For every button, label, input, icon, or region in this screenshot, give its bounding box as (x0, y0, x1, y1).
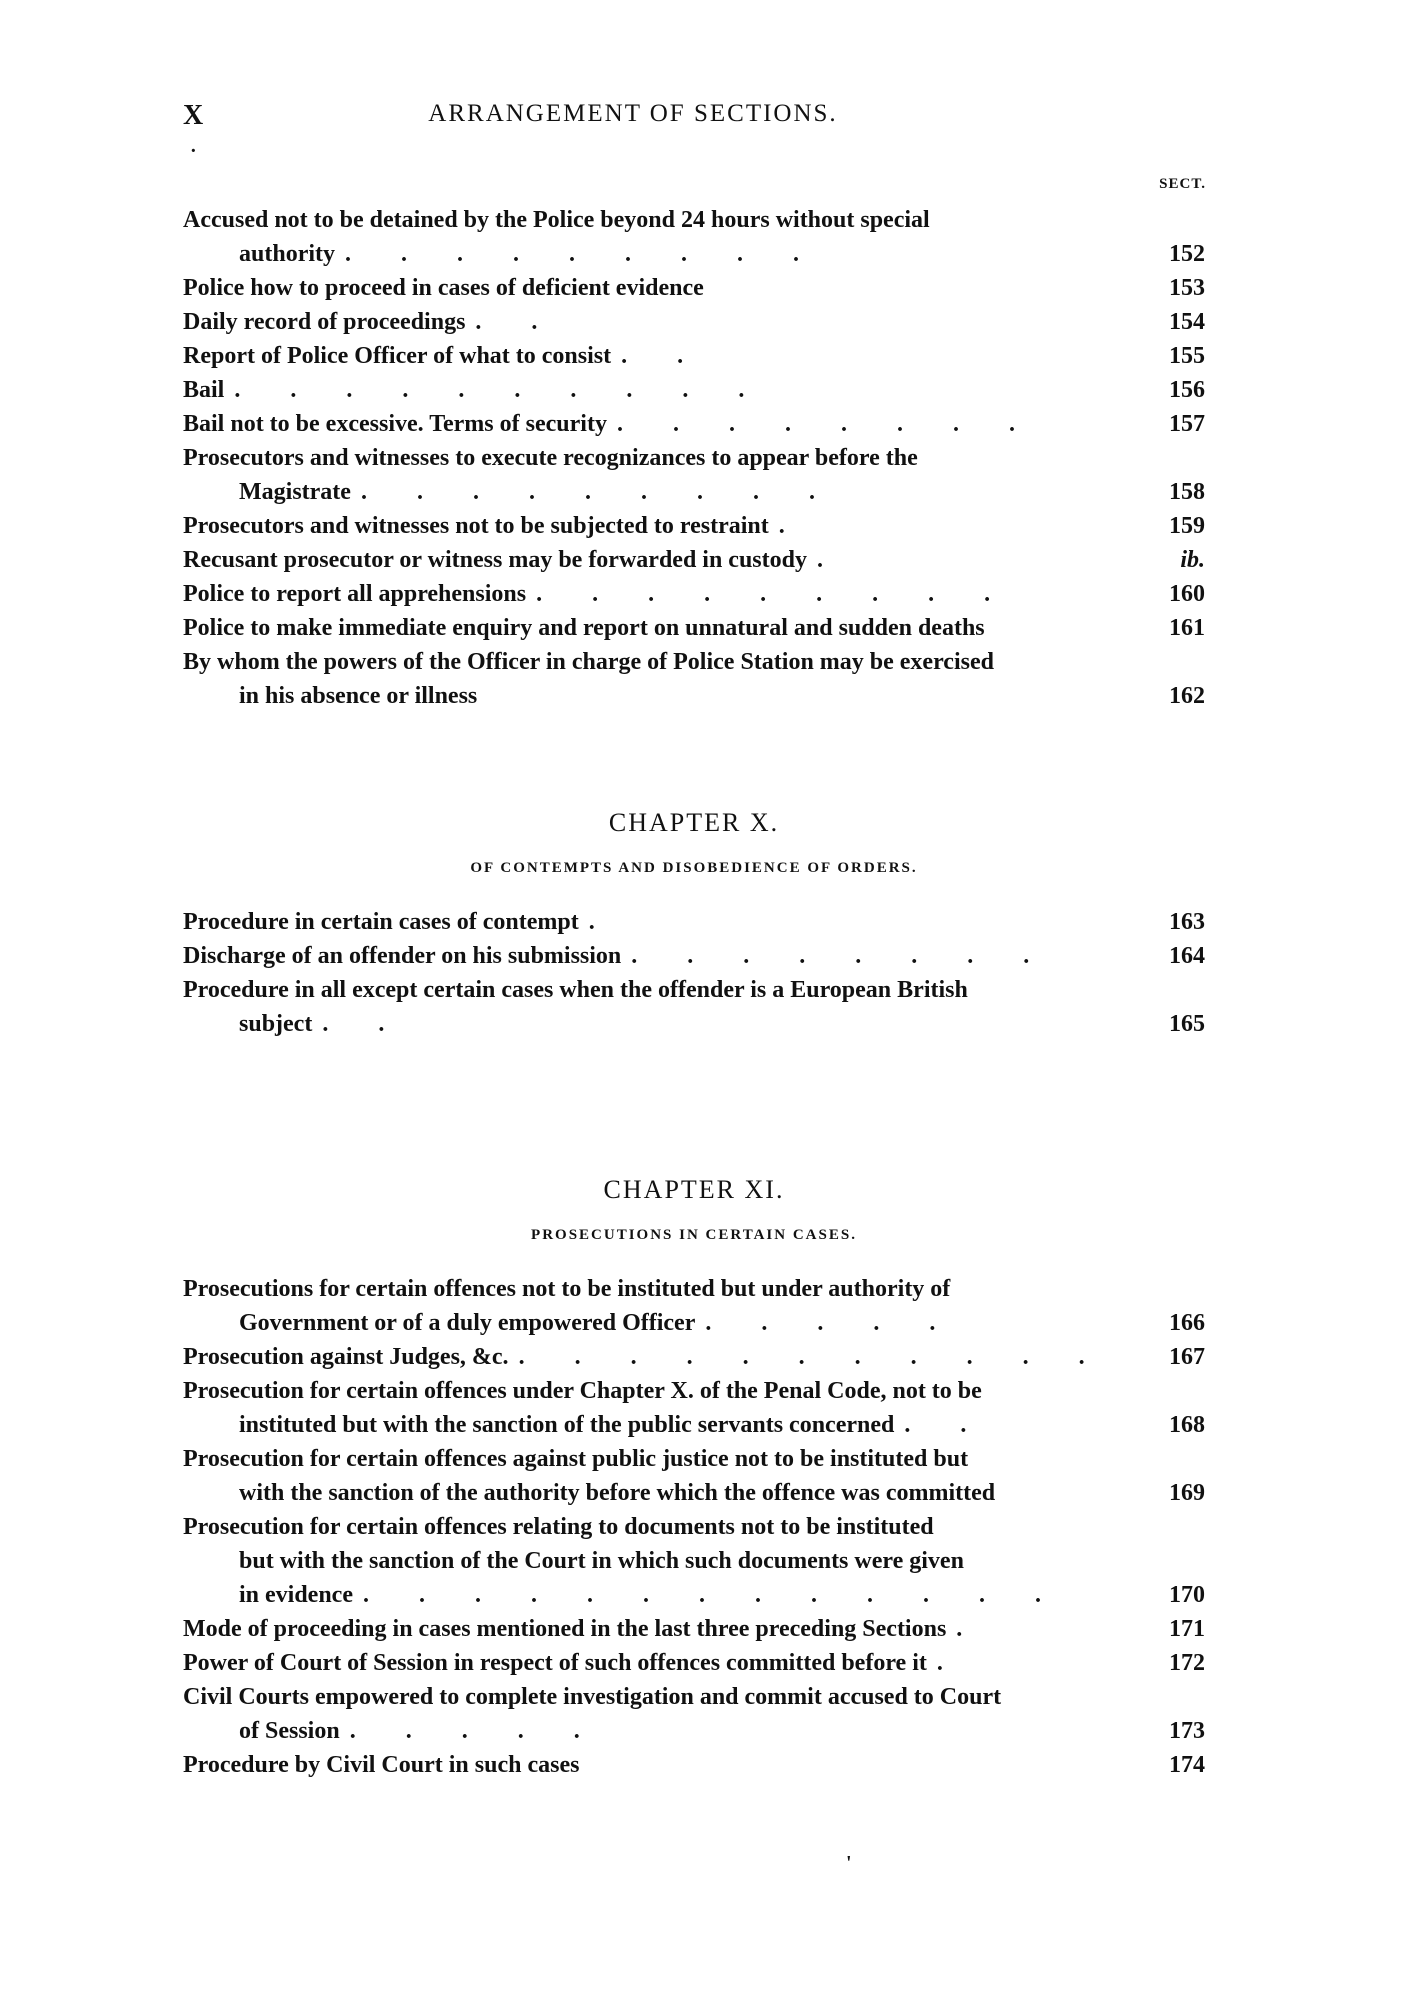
toc-entry-text: but with the sanction of the Court in which such documents were given (239, 1548, 964, 1574)
section-number: 152 (1169, 241, 1205, 267)
chapter-xi-section (183, 1175, 1205, 1782)
toc-entry (183, 1442, 1205, 1510)
toc-entry (183, 1374, 1205, 1442)
section-number: 166 (1169, 1310, 1205, 1336)
toc-entry-text: Prosecutors and witnesses not to be subjected to restraint . (183, 513, 807, 539)
toc-entry-text: Discharge of an offender on his submission . . . . . . . . (183, 943, 1052, 969)
dot-leader: . . . . . (349, 1718, 602, 1744)
toc-entry (183, 645, 1205, 713)
toc-entry-text: Police to report all apprehensions . . . . . . . . . (183, 581, 1013, 607)
dot-leader: . . (475, 309, 560, 335)
toc-entry-text: Prosecution for certain offences against public justice not to be instituted but (183, 1446, 969, 1472)
intro-entries-list (183, 203, 1205, 713)
chapter-xi-subtitle: PROSECUTIONS IN CERTAIN CASES. (531, 1227, 857, 1243)
dot-leader: . . (621, 343, 706, 369)
toc-entry-text: Government or of a duly empowered Officer . . . . . (239, 1310, 958, 1336)
dot-leader: . . . . . . . . . (536, 581, 1013, 607)
toc-entry (183, 1272, 1205, 1340)
dot-leader: . . . . . . . . (631, 943, 1052, 969)
toc-entry-text: Bail not to be excessive. Terms of security . . . . . . . . (183, 411, 1037, 437)
toc-entry-text: instituted but with the sanction of the public servants concerned . . (239, 1412, 989, 1438)
toc-entry-text: in evidence . . . . . . . . . . . . . (239, 1582, 1063, 1608)
toc-entry-text: Procedure in certain cases of contempt . (183, 909, 617, 935)
toc-entry (183, 203, 1205, 271)
section-number: 170 (1169, 1582, 1205, 1608)
toc-entry-text: Procedure by Civil Court in such cases (183, 1752, 580, 1778)
section-number: 162 (1169, 683, 1205, 709)
toc-entry-text: Prosecution for certain offences relating to documents not to be instituted (183, 1514, 934, 1540)
toc-entry-text: Recusant prosecutor or witness may be forwarded in custody . (183, 547, 845, 573)
toc-entry (183, 271, 1205, 305)
toc-entry-text: Police how to proceed in cases of deficient evidence (183, 275, 704, 301)
toc-entry (183, 441, 1205, 509)
toc-entry (183, 407, 1205, 441)
toc-entry (183, 1680, 1205, 1748)
dot-leader: . (778, 513, 807, 539)
toc-entry-text: Bail . . . . . . . . . . (183, 377, 767, 403)
toc-entry (183, 1340, 1205, 1374)
chapter-xi-entries-list (183, 1272, 1205, 1782)
chapter-x-entries-list (183, 905, 1205, 1041)
dot-leader: . . . . . . . . . . . (518, 1344, 1107, 1370)
toc-entry (183, 905, 1205, 939)
toc-entry-text: Report of Police Officer of what to consist . . (183, 343, 706, 369)
toc-entry-text: Power of Court of Session in respect of such offences committed before it . (183, 1650, 965, 1676)
section-number: 169 (1169, 1480, 1205, 1506)
toc-entry-text: Prosecution for certain offences under Chapter X. of the Penal Code, not to be (183, 1378, 982, 1404)
running-header (183, 100, 1203, 140)
section-number: 168 (1169, 1412, 1205, 1438)
dot-leader: . . . . . (705, 1310, 958, 1336)
toc-entry-text: By whom the powers of the Officer in charge of Police Station may be exercised (183, 649, 994, 675)
dot-leader: . (956, 1616, 985, 1642)
chapter-xi-title: CHAPTER XI. (603, 1175, 785, 1204)
section-number: 161 (1169, 615, 1205, 641)
section-number: 167 (1169, 1344, 1205, 1370)
dot-leader: . (936, 1650, 965, 1676)
toc-entry-text: Prosecutors and witnesses to execute recognizances to appear before the (183, 445, 918, 471)
toc-entry-text: Magistrate . . . . . . . . . (239, 479, 837, 505)
dot-leader: . . . . . . . . . (360, 479, 837, 505)
toc-entry (183, 1748, 1205, 1782)
toc-entry (183, 543, 1205, 577)
toc-entry (183, 1646, 1205, 1680)
section-number: 163 (1169, 909, 1205, 935)
section-number: 158 (1169, 479, 1205, 505)
toc-entry (183, 577, 1205, 611)
section-number: 165 (1169, 1011, 1205, 1037)
toc-entry (183, 339, 1205, 373)
toc-entry (183, 1510, 1205, 1612)
toc-entry (183, 509, 1205, 543)
dot-leader: . . (904, 1412, 989, 1438)
page-title: ARRANGEMENT OF SECTIONS. (428, 100, 838, 127)
print-speck: ' (846, 1852, 852, 1874)
toc-entry-text: Mode of proceeding in cases mentioned in the last three preceding Sections . (183, 1616, 985, 1642)
section-number: 155 (1169, 343, 1205, 369)
chapter-x-section (183, 808, 1205, 1041)
toc-entry (183, 373, 1205, 407)
print-speck: · (190, 140, 197, 162)
chapter-x-subtitle: OF CONTEMPTS AND DISOBEDIENCE OF ORDERS. (470, 860, 918, 876)
chapter-x-title: CHAPTER X. (608, 808, 780, 837)
section-number: 171 (1169, 1616, 1205, 1642)
section-number: 159 (1169, 513, 1205, 539)
dot-leader: . . . . . . . . . . . . . (363, 1582, 1063, 1608)
toc-entry (183, 939, 1205, 973)
toc-entry-text: Prosecution against Judges, &c. . . . . . . . . . . . (183, 1344, 1107, 1370)
toc-entry-text: authority . . . . . . . . . (239, 241, 821, 267)
toc-entry-text: Prosecutions for certain offences not to be instituted but under authority of (183, 1276, 951, 1302)
toc-entry-text: Accused not to be detained by the Police beyond 24 hours without special (183, 207, 930, 233)
toc-entry (183, 973, 1205, 1041)
section-number: 174 (1169, 1752, 1205, 1778)
toc-entry-text: subject . . (239, 1011, 407, 1037)
section-number: 153 (1169, 275, 1205, 301)
dot-leader: . . (322, 1011, 407, 1037)
dot-leader: . (817, 547, 845, 573)
toc-entry-text: Procedure in all except certain cases when the offender is a European British (183, 977, 968, 1003)
toc-entry-text: with the sanction of the authority before which the offence was committed (239, 1480, 996, 1506)
section-number: 154 (1169, 309, 1205, 335)
toc-entry-text: Police to make immediate enquiry and report on unnatural and sudden deaths (183, 615, 985, 641)
toc-entry-text: of Session . . . . . (239, 1718, 602, 1744)
section-number: 157 (1169, 411, 1205, 437)
toc-entry (183, 305, 1205, 339)
toc-entry (183, 611, 1205, 645)
toc-entry (183, 1612, 1205, 1646)
toc-entry-text: Daily record of proceedings . . (183, 309, 560, 335)
sect-column-label: SECT. (1159, 176, 1206, 192)
toc-entry-text: in his absence or illness (239, 683, 478, 709)
section-number: ib. (1180, 547, 1205, 573)
section-number: 156 (1169, 377, 1205, 403)
toc-entry-text: Civil Courts empowered to complete investigation and commit accused to Court (183, 1684, 1002, 1710)
section-number: 160 (1169, 581, 1205, 607)
section-number: 172 (1169, 1650, 1205, 1676)
page-number: X (183, 100, 204, 131)
dot-leader: . (588, 909, 617, 935)
section-number: 164 (1169, 943, 1205, 969)
dot-leader: . . . . . . . . . (345, 241, 821, 267)
section-number: 173 (1169, 1718, 1205, 1744)
dot-leader: . . . . . . . . (616, 411, 1037, 437)
dot-leader: . . . . . . . . . . (234, 377, 767, 403)
